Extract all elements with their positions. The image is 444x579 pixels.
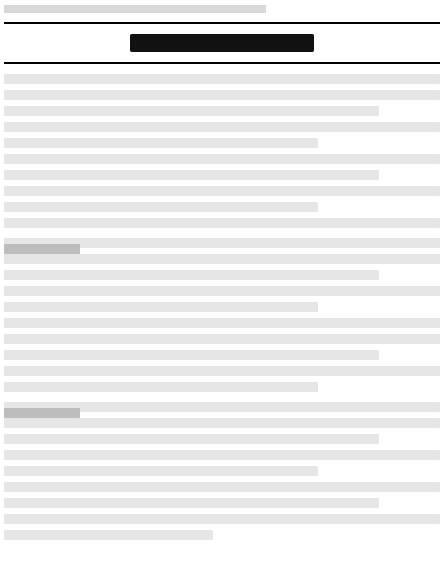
headline [130,34,313,52]
article-paragraph-3 [4,402,440,540]
article-paragraph-1 [4,74,440,228]
article-body [4,74,440,540]
headline-box [4,22,440,64]
top-line [4,0,440,18]
top-line-text [4,5,266,13]
article-paragraph-2 [4,238,440,392]
